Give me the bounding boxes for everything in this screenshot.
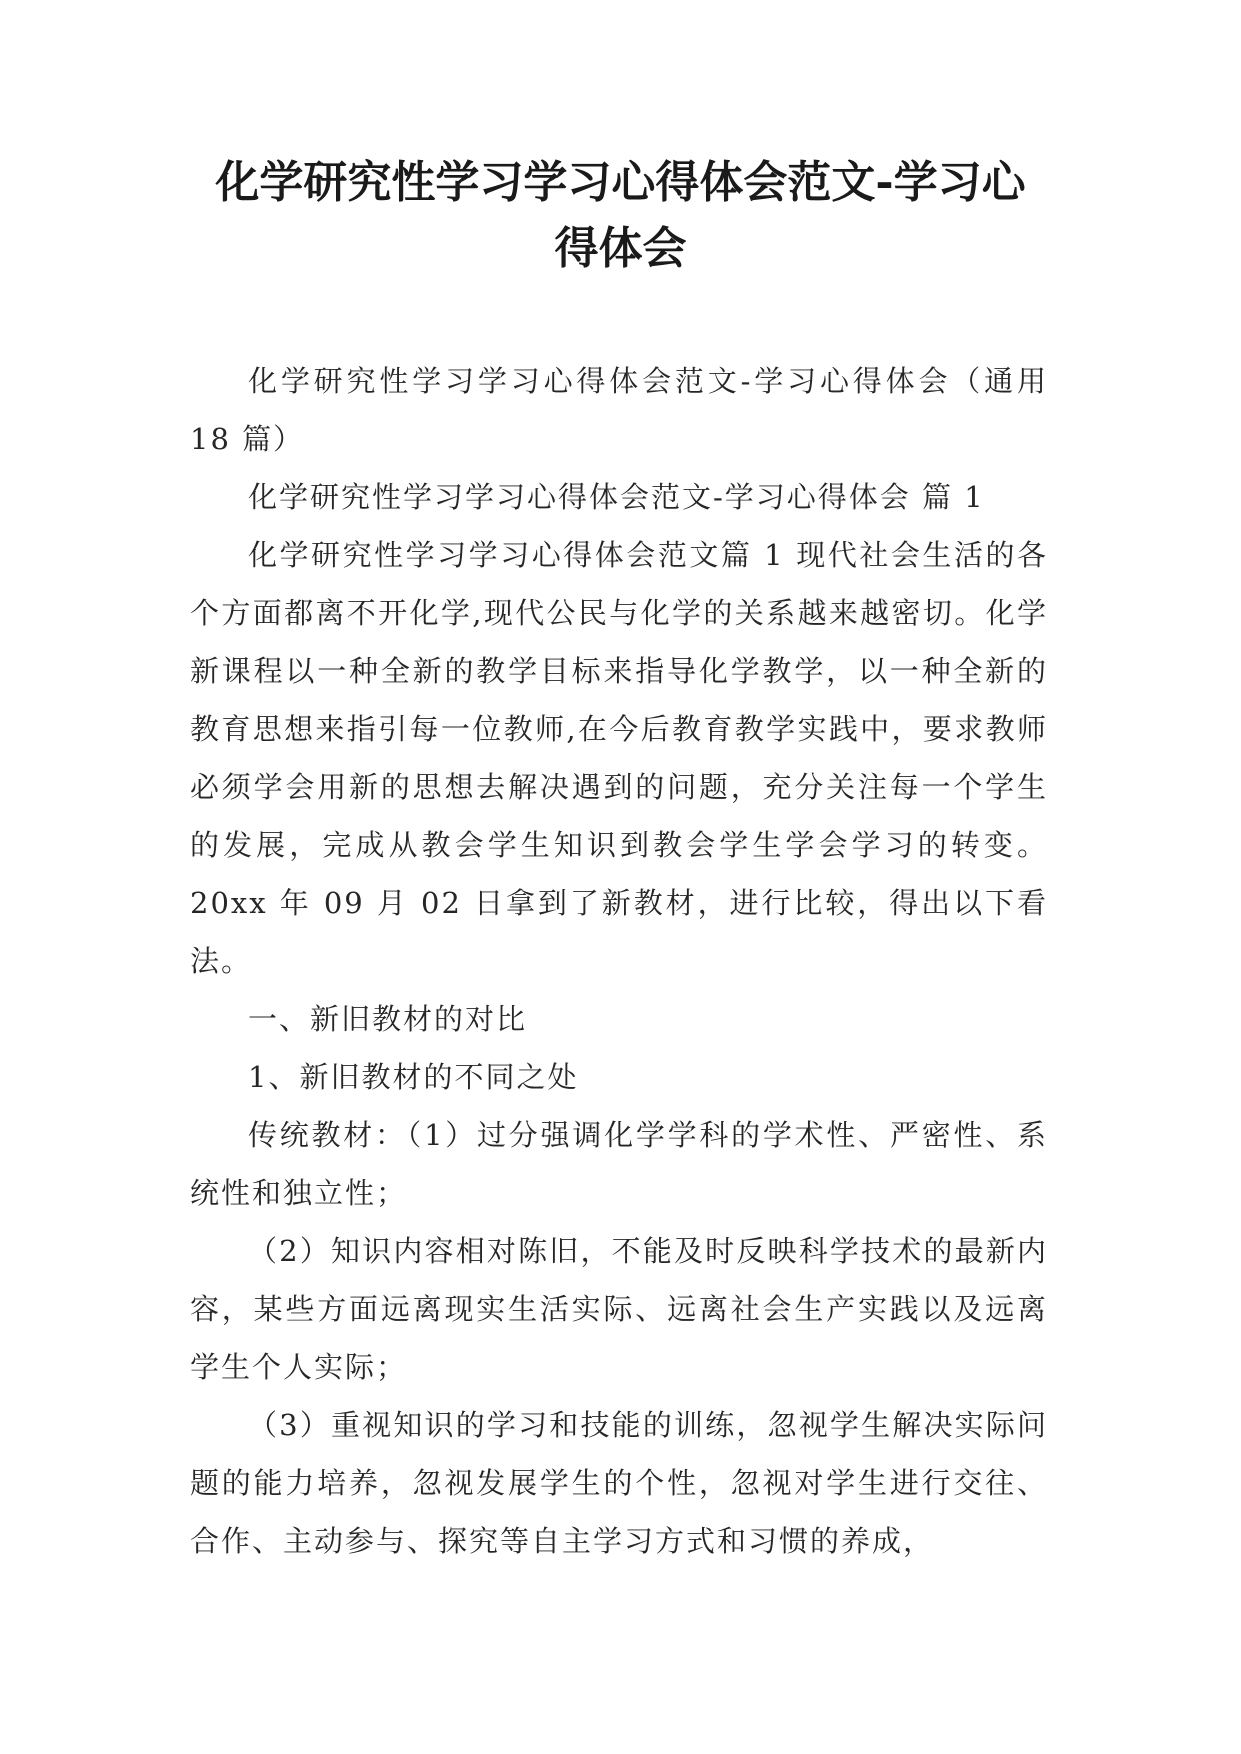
list-item-3: （3）重视知识的学习和技能的训练，忽视学生解决实际问题的能力培养，忽视发展学生的个性，忽视对学生进行交往、合作、主动参与、探究等自主学习方式和习惯的养成，	[190, 1408, 1048, 1558]
list-item-2: （2）知识内容相对陈旧，不能及时反映科学技术的最新内容，某些方面远离现实生活实际、远离社会生产实践以及远离学生个人实际；	[190, 1234, 1048, 1384]
document-title	[150, 150, 1091, 282]
section-heading-comparison: 一、新旧教材的对比	[248, 1002, 528, 1036]
document-body	[190, 352, 1048, 1570]
document-title-line-1: 化学研究性学习学习心得体会范文-学习心	[215, 157, 1026, 208]
document-title-line-2: 得体会	[554, 223, 687, 274]
subsection-heading-differences: 1、新旧教材的不同之处	[248, 1060, 579, 1094]
body-paragraph: 化学研究性学习学习心得体会范文篇 1 现代社会生活的各个方面都离不开化学,现代公民与化学的关系越来越密切。化学新课程以一种全新的教学目标来指导化学教学，以一种全新的教育思想来指引每一位教师,在今后教育教学实践中，要求教师必须学会用新的思想去解决遇到的问题，充分关注每一个学生的发展，完成从教会学生知识到教会学生学会学习的转变。20xx 年 09 月 02 日拿到了新教材，进行比较，得出以下看法。	[190, 538, 1048, 978]
list-item-1: 传统教材：（1）过分强调化学学科的学术性、严密性、系统性和独立性；	[190, 1118, 1048, 1210]
intro-paragraph: 化学研究性学习学习心得体会范文-学习心得体会（通用 18 篇）	[190, 364, 1048, 456]
section-heading-article-1: 化学研究性学习学习心得体会范文-学习心得体会 篇 1	[248, 480, 985, 514]
